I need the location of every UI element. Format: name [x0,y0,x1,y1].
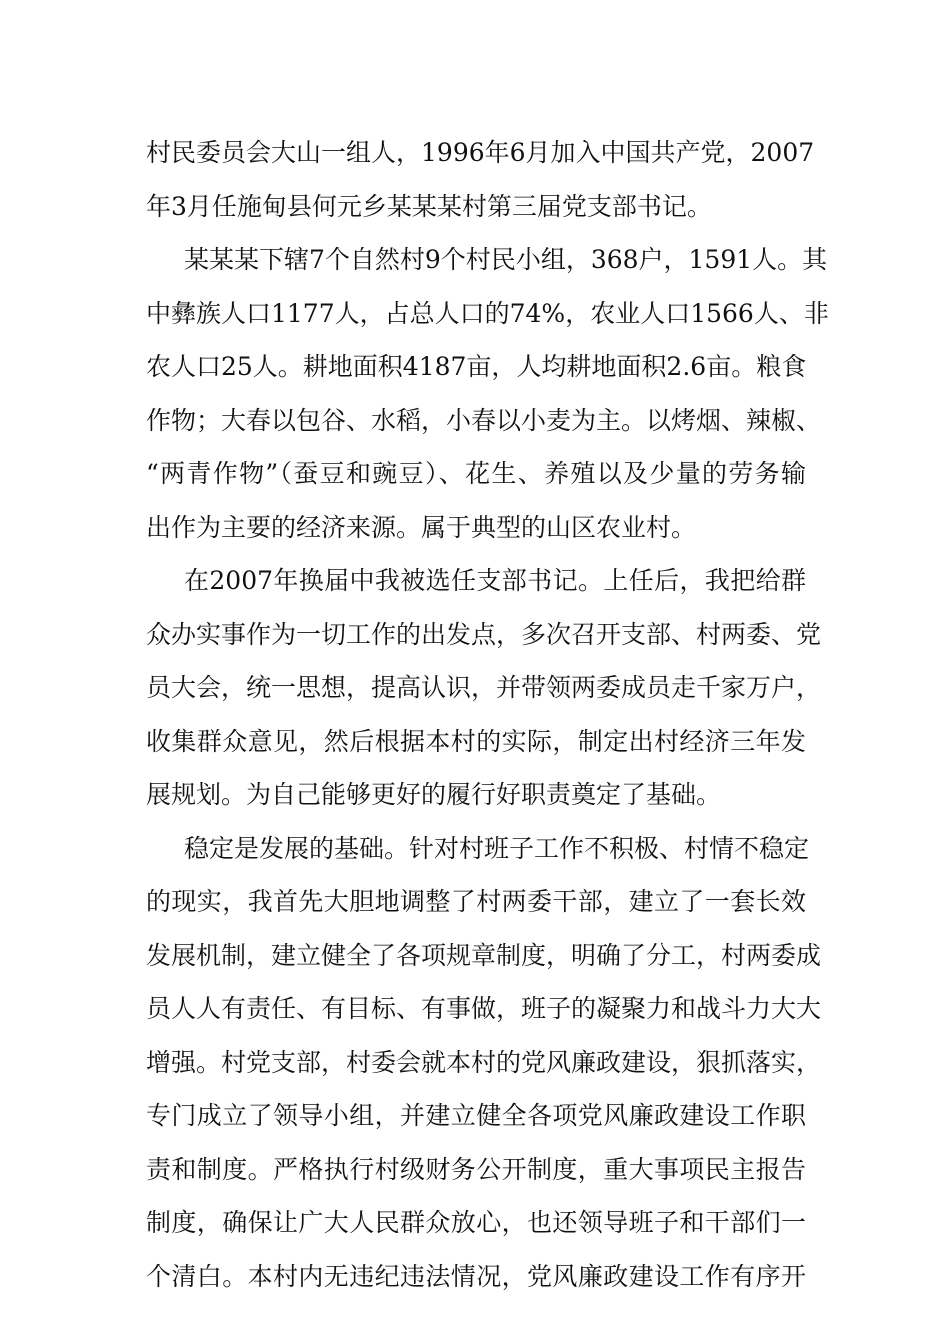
text-line: 收集群众意见，然后根据本村的实际，制定出村经济三年发 [146,726,806,756]
text-line: 员人人有责任、有目标、有事做，班子的凝聚力和战斗力大大 [146,994,822,1023]
text-line: 村民委员会大山一组人，1996年6月加入中国共产党，2007 [146,138,815,167]
paragraph-first-line: 稳定是发展的基础。针对村班子工作不积极、村情不稳定 [184,833,810,863]
text-line: 增强。村党支部，村委会就本村的党风廉政建设，狠抓落实， [146,1047,822,1077]
text-line: 出作为主要的经济来源。属于典型的山区农业村。 [146,512,697,542]
text-line: “两青作物”（蚕豆和豌豆）、花生、养殖以及少量的劳务输 [146,459,806,488]
text-line: 众办实事作为一切工作的出发点，多次召开支部、村两委、党 [146,619,822,649]
paragraph-first-line: 在2007年换届中我被选任支部书记。上任后，我把给群 [184,566,806,595]
text-line: 的现实，我首先大胆地调整了村两委干部，建立了一套长效 [146,887,806,916]
text-line: 制度，确保让广大人民群众放心，也还领导班子和干部们一 [146,1208,806,1237]
text-line: 展规划。为自己能够更好的履行好职责奠定了基础。 [146,780,722,809]
text-line: 专门成立了领导小组，并建立健全各项党风廉政建设工作职 [146,1101,806,1130]
text-line: 员大会，统一思想，提高认识，并带领两委成员走千家万户， [146,673,822,702]
text-line: 中彝族人口1177人，占总人口的74%，农业人口1566人、非 [146,298,829,328]
text-line: 发展机制，建立健全了各项规章制度，明确了分工，村两委成 [146,940,822,970]
paragraph-first-line: 某某某下辖7个自然村9个村民小组，368户，1591人。其 [184,245,828,274]
text-line: 农人口25人。耕地面积4187亩，人均耕地面积2.6亩。粮食 [146,352,807,381]
text-line: 个清白。本村内无违纪违法情况，党风廉政建设工作有序开 [146,1261,806,1291]
text-line: 作物；大春以包谷、水稻，小春以小麦为主。以烤烟、辣椒、 [146,405,822,435]
text-line: 责和制度。严格执行村级财务公开制度，重大事项民主报告 [146,1154,806,1184]
text-line: 年3月任施甸县何元乡某某某村第三届党支部书记。 [146,191,712,221]
document-body [146,126,829,1303]
